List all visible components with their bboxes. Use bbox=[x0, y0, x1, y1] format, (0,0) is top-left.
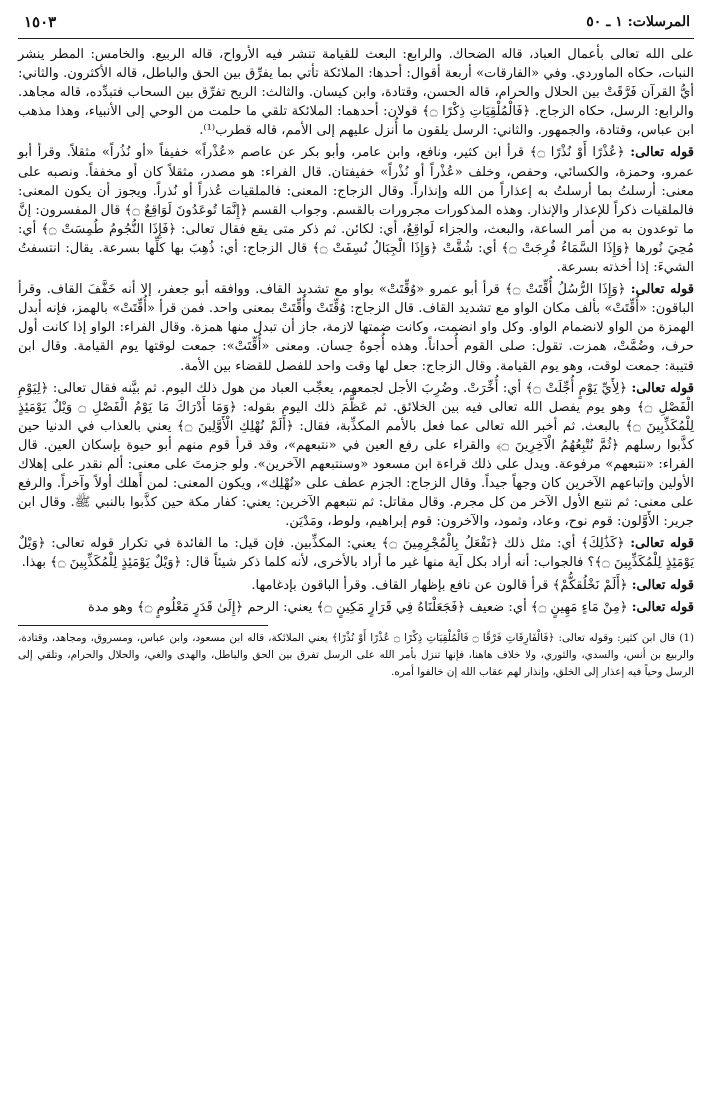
paragraph bbox=[18, 379, 694, 532]
paragraph-lead: قوله تعالى: bbox=[631, 380, 694, 396]
paragraph bbox=[18, 280, 694, 375]
paragraph-text: ﴿كَذَٰلِكَ﴾ أي: مثل ذلك ﴿نَفْعَلُ بِالْمُجْرِمِينَ ۝﴾ يعني: المكذِّبين. فإن قيل: ما الفائدة في تكرار قوله تعالى: ﴿وَيْلٌ يَوْمَئِذٍ لِلْمُكَذِّبِينَ ۝﴾؟ فالجواب: أنه أراد بكل آية منها غير ما أراد بالأخرى، لأنه كلما ذكر شيئاً قال: ﴿وَيْلٌ يَوْمَئِذٍ لِلْمُكَذِّبِينَ ۝﴾ بهذا. bbox=[18, 536, 694, 571]
footnote-number: (1) bbox=[679, 631, 694, 644]
paragraph-text: ﴿عُذْرًا أَوْ نُذْرًا ۝﴾ قرأ ابن كثير، ونافع، وابن عامر، وأبو بكر عن عاصم «عُذْراً» خفيفاً «أو نُذُراً» مثقلاً. وقرأ أبو عمرو، وحمزة، والكسائي، وحفص، وخلف «عُذْراً أو نُذْراً» خفيفتان. قال الفراء: هو مصدر، مثقلاً كان أو مخففاً. ونصبه على معنى: أرسلتُ بما أرسلتُ به إعذاراً من الله وإنذاراً. وقال الزجاج: المعنى: فالملقيات عُذراً أو نُذراً. ويجوز أن يكون المعنى: فالملقيات ذكراً للإعذار والإنذار. وهذه المذكورات مجرورات بالقسم. وجواب القسم ﴿إِنَّمَا تُوعَدُونَ لَوَاقِعٌ ۝﴾ قال المفسرون: إنَّ ما توعدون به من أمر الساعة، والبعث، والجزاء لَواقِعٌ، أي: لكائن. ثم ذكر متى يقع فقال تعالى: ﴿فَإِذَا النُّجُومُ طُمِسَتْ ۝﴾ أي: مُحِيَ نُورها ﴿وَإِذَا السَّمَاءُ فُرِجَتْ ۝﴾ أي: شُقَّتْ ﴿وَإِذَا الْجِبَالُ نُسِفَتْ ۝﴾ قال الزجاج: أي: ذُهِبَ بها كلِّها بسرعة. يقال: انتسفتُ الشيءَ: إذا أخذته بسرعة. bbox=[18, 145, 694, 276]
paragraph-lead: قوله تعالى: bbox=[631, 577, 694, 593]
page-header bbox=[18, 10, 694, 39]
paragraph-text: ﴿وَإِذَا الرُّسُلُ أُقِّتَتْ ۝﴾ قرأ أبو عمرو «وُقِّتَتْ» بواو مع تشديد القاف. ووافقه أبو جعفر، إلا أنه خَفَّفَ القاف. وقرأ الباقون: «أُقِّتَتْ» بألف مكان الواو مع تشديد القاف. قال الزجاج: وُقِّتَتْ وأُقِّتَتْ بمعنى واحد. فمن قرأ «أُقِّتَتْ» بالهمز، فإنه أبدل الهمزة من الواو لانضمام الواو. وكل واو انضمت، وكانت ضمتها لازمة، جاز أن تبدل منها همزة. وقال الفراء: الواو إذا كانت أول حرف، وضُمَّتْ، همزت. تقول: صلى القوم أُحداناً. وهذه أُجوهٌ حِسان. ومعنى «أُقِّتَتْ»: جمعت لوقتها يوم القيامة. وقال ابن قتيبة: جمعت لوقت، وهو يوم القيامة. وقال الزجاج: جعل لها وقت واحد للفصل للقضاء بين الأمة. bbox=[18, 282, 694, 374]
main-text bbox=[18, 45, 694, 617]
paragraph-lead: قوله تعالى: bbox=[631, 599, 694, 615]
footnote bbox=[18, 630, 694, 681]
paragraph-text: ﴿مِنْ مَاءٍ مَهِينٍ ۝﴾ أي: ضعيف ﴿فَجَعَلْنَاهُ فِي قَرَارٍ مَكِينٍ ۝﴾ يعني: الرحم ﴿إِلَىٰ قَدَرٍ مَعْلُومٍ ۝﴾ وهو مدة bbox=[88, 599, 628, 615]
paragraph-text: ﴿لِأَيِّ يَوْمٍ أُجِّلَتْ ۝﴾ أي: أُخِّرَتْ. وضُرِبَ الأجل لجمعهم، يعجِّب العباد من هول ذلك اليوم. ثم بيَّنه فقال تعالى: ﴿لِيَوْمِ الْفَصْلِ ۝﴾ وهو يوم يفصل الله تعالى فيه بين الخلائق. ثم عَظَّمَ ذلك اليوم بقوله: ﴿وَمَا أَدْرَاكَ مَا يَوْمُ الْفَصْلِ ۝ وَيْلٌ يَوْمَئِذٍ لِلْمُكَذِّبِينَ ۝﴾ بالبعث. ثم أخبر الله تعالى عما فعل بالأمم المكذِّبة، فقال: ﴿أَلَمْ نُهْلِكِ الْأَوَّلِينَ ۝﴾ يعني بالعذاب في الدنيا حين كذَّبوا رسلهم ﴿ثُمَّ نُتْبِعُهُمُ الْآخِرِينَ ۝﴾ والقراء على رفع العين في «نتبعهم»، وقد قرأ قوم منهم أبو حيوة بإسكان العين. قال الفراء: «نتبعهم» مرفوعة. ويدل على ذلك قراءة ابن مسعود «وسنتبعهم الآخرين». ولو جزمتَ على معنى: ألم نقدر على إهلاك الأولين وإتباعهم الآخرين كان وجهاً جيداً. وقال الزجاج: الجزم عطف على «نُهْلِك»، ويكون المعنى: لمن أَهلك أولاً وآخراً. والرفع على معنى: ثم نتبع الأول الآخر من كل مجرم. وقال مقاتل: ثم نتبعهم الآخرين: يعني: كفار مكة حين كذَّبوا بالنبي ﷺ. وقال ابن جرير: الأَوَّلون: قوم نوح، وعاد، وثمود، والآخرون: قوم إبراهيم، ولوط، ومَدْيَن. bbox=[18, 380, 694, 530]
paragraph-lead: قوله تعالى: bbox=[630, 145, 694, 161]
footnote-text: قال ابن كثير: وقوله تعالى: ﴿فَالْفَارِقَاتِ فَرْقًا ۝ فَالْمُلْقِيَاتِ ذِكْرًا ۝ عُذْرًا أَوْ نُذْرًا﴾ يعني الملائكة، قاله ابن مسعود، وابن عباس، ومسروق، ومجاهد، وقتادة، والربيع بن أنس، والسدي، والثوري، ولا خلاف هاهنا، فإنها تنزل بأمر الله على الرسل تفرق بين الحق والباطل، والهدى والغي، والحلال والحرام، وتلقي إلى الرسل وحياً فيه إعذار إلى الخلق، وإنذار لهم عقاب الله إن خالفوا أمره. bbox=[18, 631, 694, 678]
running-title: المرسلات: ١ ـ ٥٠ bbox=[586, 14, 690, 30]
paragraph-text: على الله تعالى بأعمال العباد، قاله الضحاك. والرابع: البعث للقيامة تنشر فيه الأرواح، قاله الربيع. والخامس: المطر ينشر النبات، حكاه الماوردي. وفي «الفارقات» أربعة أقوال: أحدها: الملائكة تأتي بما يفرِّق بين الحق والباطل، قاله الأكثرون. والثاني: أيُّ القرآن فَرَّقَتْ بين الحلال والحرام، قاله الحسن، وقتادة، وابن كيسان. والثالث: الريح تفرِّق بين السحاب فتبدِّده، قاله مجاهد. والرابع: الرسل، حكاه الزجاج. ﴿فَالْمُلْقِيَاتِ ذِكْرًا ۝﴾ قولان: أحدهما: الملائكة تلقي ما حلمت من الوحي إلى الأنبياء، وهذا مذهب ابن عباس، وقتادة، والجمهور. والثاني: الرسل يلقون ما أُنزل عليهم إلى الأمم، قاله قطرب⁽¹⁾. bbox=[18, 47, 694, 139]
paragraph bbox=[18, 598, 694, 617]
footnote-separator bbox=[18, 625, 268, 626]
paragraph bbox=[18, 143, 694, 277]
paragraph-lead: قوله تعالى: bbox=[630, 282, 694, 298]
paragraph bbox=[18, 576, 694, 595]
paragraph-text: ﴿أَلَمْ نَخْلُقكُّمْ﴾ قرأ قالون عن نافع بإظهار القاف. وقرأ الباقون بإدغامها. bbox=[251, 577, 628, 593]
paragraph-lead: قوله تعالى: bbox=[630, 536, 694, 552]
page-number: ١٥٠٣ bbox=[24, 13, 57, 31]
paragraph bbox=[18, 45, 694, 140]
paragraph bbox=[18, 534, 694, 572]
book-page bbox=[18, 10, 694, 1100]
